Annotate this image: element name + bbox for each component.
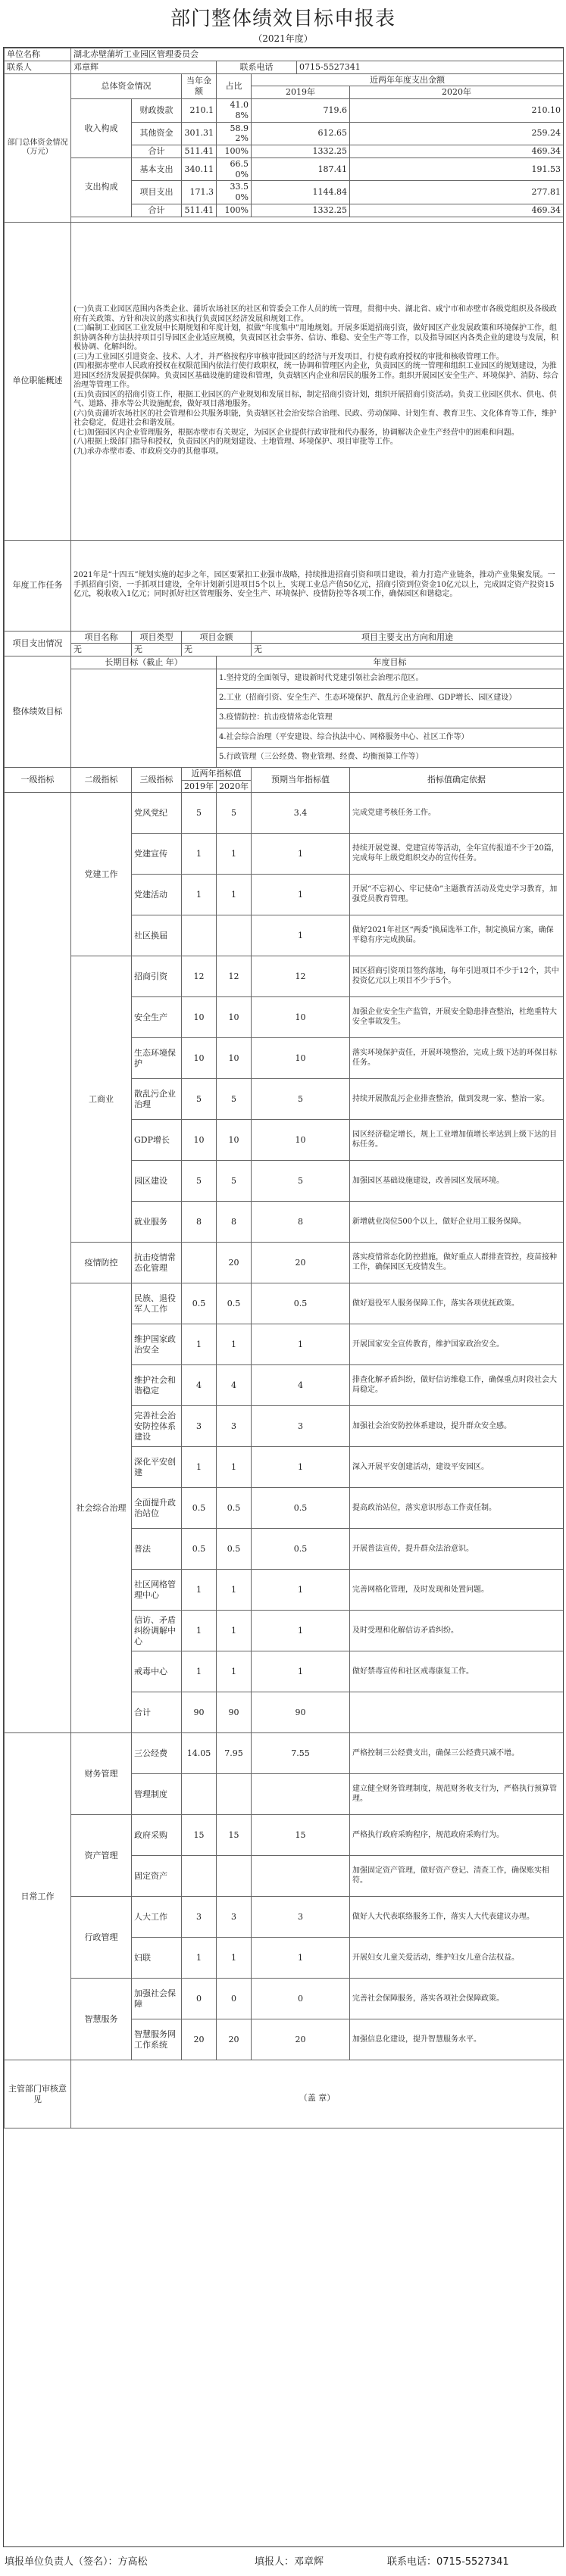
ind-2019: 90 bbox=[182, 1692, 217, 1733]
ind-basis: 加强社会治安防控体系建设，提升群众安全感。 bbox=[350, 1406, 564, 1447]
phone-label: 联系电话 bbox=[217, 61, 297, 73]
ind-2020 bbox=[217, 915, 252, 956]
ind-basis: 加强企业安全生产监管，开展安全隐患排查整治，杜绝重特大安全事故发生。 bbox=[350, 997, 564, 1038]
ind-2020: 10 bbox=[217, 1038, 252, 1079]
ind-2019: 1 bbox=[182, 875, 217, 915]
expense-row-2020: 469.34 bbox=[350, 204, 564, 217]
table-row bbox=[5, 669, 564, 688]
ind-2019: 1 bbox=[182, 1611, 217, 1651]
ind-l2: 党建工作 bbox=[71, 793, 132, 956]
expense-row-amount: 171.3 bbox=[182, 181, 217, 204]
ind-2019 bbox=[182, 1243, 217, 1283]
ind-2019: 3 bbox=[182, 1406, 217, 1447]
project-name: 无 bbox=[71, 644, 132, 656]
ind-l3: 就业服务 bbox=[132, 1202, 182, 1243]
annual-goal: 4.社会综合治理（平安建设、综合执法中心、网格服务中心、社区工作等） bbox=[217, 728, 564, 747]
table-row bbox=[5, 48, 564, 61]
ind-l3: 生态环境保护 bbox=[132, 1038, 182, 1079]
ind-head-target: 预期当年指标值 bbox=[252, 767, 350, 793]
expense-row-2020: 191.53 bbox=[350, 157, 564, 181]
ind-target: 20 bbox=[252, 1243, 350, 1283]
overall-goal-label: 整体绩效目标 bbox=[5, 656, 71, 768]
ind-basis: 做好2021年社区“两委”换届选举工作，制定换届方案，确保平稳有序完成换届。 bbox=[350, 915, 564, 956]
table-row bbox=[5, 767, 564, 780]
ind-l3: 维护国家政治安全 bbox=[132, 1324, 182, 1365]
expense-row-2019: 1332.25 bbox=[252, 204, 350, 217]
form-body bbox=[5, 48, 564, 2128]
ind-basis: 园区招商引资项目签约落地，每年引进项目不少于12个，其中投资亿元以上项目不少于5个。 bbox=[350, 956, 564, 997]
ind-basis: 深入开展平安创建活动，建设平安园区。 bbox=[350, 1447, 564, 1488]
expense-row-amount: 511.41 bbox=[182, 204, 217, 217]
projects-label: 项目支出情况 bbox=[5, 631, 71, 656]
ind-l3: 智慧服务网工作系统 bbox=[132, 2019, 182, 2060]
project-type: 无 bbox=[132, 644, 182, 656]
ind-l3: 散乱污企业治理 bbox=[132, 1079, 182, 1120]
footer-filler-value: 邓章辉 bbox=[294, 2556, 324, 2568]
ind-2020 bbox=[217, 1774, 252, 1815]
ind-2020: 20 bbox=[217, 2019, 252, 2060]
ind-2019: 0.5 bbox=[182, 1283, 217, 1324]
ind-basis: 严格执行政府采购程序，规范政府采购行为。 bbox=[350, 1815, 564, 1856]
table-row bbox=[5, 540, 564, 631]
annual-task-label: 年度工作任务 bbox=[5, 540, 71, 631]
ind-target: 1 bbox=[252, 1324, 350, 1365]
ind-l3: 社区换届 bbox=[132, 915, 182, 956]
income-row-2020: 259.24 bbox=[350, 122, 564, 145]
ind-l3: 抗击疫情常态化管理 bbox=[132, 1243, 182, 1283]
ind-target: 3.4 bbox=[252, 793, 350, 834]
ind-target: 0.5 bbox=[252, 1283, 350, 1324]
funds-label: 部门总体资金情况（万元） bbox=[5, 73, 71, 222]
ind-2020: 1 bbox=[217, 1611, 252, 1651]
ind-l3: 安全生产 bbox=[132, 997, 182, 1038]
footer-filler bbox=[255, 2553, 324, 2568]
duty-item: (一)负责工业园区范围内各类企业、蒲圻农场社区的社区和管委会工作人员的统一管理，贯彻中央、湖北省、咸宁市和赤壁市各级党组织及各级政府有关政策、方针和决议的落实和执行负责园区经济发展和规划工作。 bbox=[73, 305, 557, 323]
unit-value: 湖北赤壁蒲圻工业园区管理委员会 bbox=[71, 48, 564, 61]
ind-2020: 90 bbox=[217, 1692, 252, 1733]
table-row bbox=[5, 793, 564, 834]
ind-basis: 做好禁毒宣传和社区戒毒康复工作。 bbox=[350, 1651, 564, 1692]
page-title: 部门整体绩效目标申报表 bbox=[170, 8, 396, 30]
duty-item: (八)根据上级部门指导和授权，负责园区内的规划建设、土地管理、环境保护、项目审批等工作。 bbox=[73, 438, 398, 446]
funds-head-2019: 2019年 bbox=[252, 86, 350, 99]
table-row bbox=[5, 2060, 564, 2128]
ind-l3: 戒毒中心 bbox=[132, 1651, 182, 1692]
ind-basis: 落实环境保护责任，开展环境整治，完成上级下达的环保目标任务。 bbox=[350, 1038, 564, 1079]
table-row bbox=[5, 631, 564, 644]
income-row-ratio: 100% bbox=[217, 145, 252, 158]
ind-2020: 1 bbox=[217, 834, 252, 875]
ind-basis: 加强园区基础设施建设，改善园区发展环境。 bbox=[350, 1161, 564, 1202]
ind-head-basis: 指标值确定依据 bbox=[350, 767, 564, 793]
ind-2019: 14.05 bbox=[182, 1733, 217, 1774]
ind-l3: 园区建设 bbox=[132, 1161, 182, 1202]
duty-item: (三)为工业园区引进资金、技术、人才，并严格按程序审核审批园区的经济与开发项目，行使有政府授权的审批和核收管理工作。 bbox=[73, 352, 504, 361]
form-sheet bbox=[3, 47, 564, 2547]
ind-head-2019: 2019年 bbox=[182, 780, 217, 793]
income-row-name: 财政拨款 bbox=[132, 99, 182, 123]
long-term-goal bbox=[71, 669, 217, 767]
ind-basis: 完成党建考核任务工作。 bbox=[350, 793, 564, 834]
ind-l3: 信访、矛盾纠纷调解中心 bbox=[132, 1611, 182, 1651]
contact-label: 联系人 bbox=[5, 61, 71, 73]
annual-goal: 3.疫情防控：抗击疫情常态化管理 bbox=[217, 708, 564, 728]
ind-l3: 三公经费 bbox=[132, 1733, 182, 1774]
ind-l3: 党建活动 bbox=[132, 875, 182, 915]
ind-head-l2: 二级指标 bbox=[71, 767, 132, 793]
income-row-2019: 612.65 bbox=[252, 122, 350, 145]
ind-2020: 10 bbox=[217, 997, 252, 1038]
ind-target: 5 bbox=[252, 1079, 350, 1120]
ind-l2: 行政管理 bbox=[71, 1897, 132, 1979]
ind-target: 7.55 bbox=[252, 1733, 350, 1774]
ind-2019: 0 bbox=[182, 1979, 217, 2019]
annual-task-text: 2021年是“十四五”规划实施的起步之年，园区要紧扣工业强市战略，持续推进招商引资和项目建设，着力打造产业链条，推动产业集聚发展。一手抓招商引资，一手抓项目建设，全年计划新引进项目5个以上，实现工业总产值50亿元，招商引资到位资金10亿元以上，完成固定资产投资15亿元，税收收入1亿元；同时抓好社区管理服务、安全生产、环境保护、疫情防控等各项工作，确保园区和谐稳定。 bbox=[71, 540, 564, 631]
ind-l3: GDP增长 bbox=[132, 1120, 182, 1161]
ind-2020: 8 bbox=[217, 1202, 252, 1243]
ind-basis: 开展妇女儿童关爱活动，维护妇女儿童合法权益。 bbox=[350, 1938, 564, 1979]
ind-basis: 做好人大代表联络服务工作，落实人大代表建议办理。 bbox=[350, 1897, 564, 1938]
ind-target: 1 bbox=[252, 1938, 350, 1979]
ind-head-l1: 一级指标 bbox=[5, 767, 71, 793]
ind-target bbox=[252, 1774, 350, 1815]
ind-basis: 新增就业岗位500个以上，做好企业用工服务保障。 bbox=[350, 1202, 564, 1243]
income-row-name: 其他资金 bbox=[132, 122, 182, 145]
projects-head-amount: 项目金额 bbox=[182, 631, 252, 644]
expense-row-name: 项目支出 bbox=[132, 181, 182, 204]
footer-phone-label: 联系电话： bbox=[387, 2556, 437, 2568]
ind-2019: 10 bbox=[182, 1038, 217, 1079]
ind-2020: 0 bbox=[217, 1979, 252, 2019]
ind-basis: 建立健全财务管理制度，规范财务收支行为，严格执行预算管理。 bbox=[350, 1774, 564, 1815]
footer-leader-value: 方高松 bbox=[117, 2556, 148, 2568]
ind-target: 15 bbox=[252, 1815, 350, 1856]
ind-basis: 落实疫情常态化防控措施，做好重点人群排查管控，疫苗接种工作，确保园区无疫情发生。 bbox=[350, 1243, 564, 1283]
ind-l3: 妇联 bbox=[132, 1938, 182, 1979]
ind-basis: 开展普法宣传，提升群众法治意识。 bbox=[350, 1529, 564, 1570]
review-label: 主管部门审核意见 bbox=[5, 2060, 71, 2128]
review-content bbox=[71, 2060, 564, 2128]
duty-item: (六)负责蒲圻农场社区的社会管理和公共服务职能，负责辖区社会治安综合治理、民政、劳动保障、计划生育、教育卫生、文化体育等工作，维护社会稳定，促进社会和谐发展。 bbox=[73, 409, 557, 427]
ind-l2: 疫情防控 bbox=[71, 1243, 132, 1283]
ind-basis: 提高政治站位，落实意识形态工作责任制。 bbox=[350, 1488, 564, 1529]
duty-item: (九)承办赤壁市委、市政府交办的其他事项。 bbox=[73, 447, 224, 456]
ind-l3: 深化平安创建 bbox=[132, 1447, 182, 1488]
ind-l3: 全面提升政治站位 bbox=[132, 1488, 182, 1529]
projects-head-use: 项目主要支出方向和用途 bbox=[252, 631, 564, 644]
ind-target: 20 bbox=[252, 2019, 350, 2060]
table-row bbox=[5, 1897, 564, 1938]
duty-content bbox=[71, 222, 564, 540]
ind-target: 10 bbox=[252, 1038, 350, 1079]
ind-2020: 4 bbox=[217, 1365, 252, 1406]
ind-basis: 完善社会保障服务，落实各项社会保障政策。 bbox=[350, 1979, 564, 2019]
duty-item: (二)编制工业园区工业发展中长期规划和年度计划，拟做“年度集中”用地规划。开展多渠道招商引资，做好园区产业发展政策和环境保护工作，组织协调各种方法扶持项目引导园区企业适应规模，负责园区社会事务、信访、维稳、安全生产等工作，以及指导园区内各类企业的建设与发展，积极协调、化解纠纷。 bbox=[73, 324, 558, 351]
expense-row-2020: 277.81 bbox=[350, 181, 564, 204]
ind-2019: 3 bbox=[182, 1897, 217, 1938]
ind-2019: 12 bbox=[182, 956, 217, 997]
ind-basis bbox=[350, 1692, 564, 1733]
page-year: （2021年度） bbox=[253, 33, 313, 44]
ind-basis: 完善网格化管理，及时发现和处置问题。 bbox=[350, 1570, 564, 1611]
ind-target: 3 bbox=[252, 1897, 350, 1938]
annual-label: 年度目标 bbox=[217, 656, 564, 669]
ind-2020: 12 bbox=[217, 956, 252, 997]
income-row-2020: 210.10 bbox=[350, 99, 564, 123]
ind-target: 0.5 bbox=[252, 1488, 350, 1529]
ind-basis: 严格控制三公经费支出，确保三公经费只减不增。 bbox=[350, 1733, 564, 1774]
phone-value: 0715-5527341 bbox=[297, 61, 564, 73]
ind-l3: 党风党纪 bbox=[132, 793, 182, 834]
ind-target: 0.5 bbox=[252, 1529, 350, 1570]
ind-target: 10 bbox=[252, 997, 350, 1038]
ind-basis: 排查化解矛盾纠纷，做好信访维稳工作，确保重点时段社会大局稳定。 bbox=[350, 1365, 564, 1406]
expense-row-name: 基本支出 bbox=[132, 157, 182, 181]
project-amount: 无 bbox=[182, 644, 252, 656]
projects-head-name: 项目名称 bbox=[71, 631, 132, 644]
footer-phone bbox=[387, 2553, 509, 2568]
ind-target: 3 bbox=[252, 1406, 350, 1447]
expense-row-name: 合计 bbox=[132, 204, 182, 217]
expense-row-ratio: 33.50% bbox=[217, 181, 252, 204]
ind-2019: 10 bbox=[182, 997, 217, 1038]
ind-target: 1 bbox=[252, 1611, 350, 1651]
expense-label: 支出构成 bbox=[71, 157, 132, 217]
ind-2019: 1 bbox=[182, 1324, 217, 1365]
ind-target: 1 bbox=[252, 915, 350, 956]
ind-basis: 持续开展党课、党建宣传等活动，全年宣传报道不少于20篇，完成每年上级党组织交办的宣传任务。 bbox=[350, 834, 564, 875]
ind-l3: 人大工作 bbox=[132, 1897, 182, 1938]
ind-head-recent: 近两年指标值 bbox=[182, 767, 252, 780]
table-row bbox=[5, 1733, 564, 1774]
ind-2020: 1 bbox=[217, 1324, 252, 1365]
ind-head-l3: 三级指标 bbox=[132, 767, 182, 793]
ind-target: 1 bbox=[252, 1447, 350, 1488]
ind-2019 bbox=[182, 1856, 217, 1897]
ind-2020: 7.95 bbox=[217, 1733, 252, 1774]
ind-2020: 10 bbox=[217, 1120, 252, 1161]
ind-2020: 1 bbox=[217, 1570, 252, 1611]
duty-item: (七)加强园区内企业管理服务，根据赤壁市有关规定，为园区企业提供行政审批和代办服务，协调解决企业生产经营中的困难和问题。 bbox=[73, 428, 519, 437]
funds-head-total: 总体资金情况 bbox=[71, 73, 182, 99]
review-seal: （盖 章） bbox=[299, 2092, 336, 2103]
table-row bbox=[5, 644, 564, 656]
table-row bbox=[5, 73, 564, 86]
ind-2019: 1 bbox=[182, 1651, 217, 1692]
ind-target: 12 bbox=[252, 956, 350, 997]
ind-2019: 5 bbox=[182, 1161, 217, 1202]
income-row-2019: 1332.25 bbox=[252, 145, 350, 158]
ind-target: 1 bbox=[252, 1570, 350, 1611]
ind-2019: 10 bbox=[182, 1120, 217, 1161]
expense-row-ratio: 66.50% bbox=[217, 157, 252, 181]
footer-leader-label: 填报单位负责人（签名）： bbox=[5, 2556, 118, 2568]
income-row-ratio: 58.92% bbox=[217, 122, 252, 145]
ind-target: 0 bbox=[252, 1979, 350, 2019]
table-row bbox=[5, 217, 564, 222]
income-row-amount: 511.41 bbox=[182, 145, 217, 158]
annual-goal: 5.行政管理（三公经费、物业管理、经费、均衡预算工作等） bbox=[217, 747, 564, 767]
long-term-label: 长期目标（截止 年） bbox=[71, 656, 217, 669]
ind-2019: 0.5 bbox=[182, 1488, 217, 1529]
ind-l3: 党建宣传 bbox=[132, 834, 182, 875]
annual-goal: 2.工业（招商引资、安全生产、生态环境保护、散乱污企业治理、GDP增长、园区建设） bbox=[217, 688, 564, 708]
ind-target: 1 bbox=[252, 834, 350, 875]
footer-phone-value: 0715-5527341 bbox=[436, 2556, 509, 2568]
ind-l3: 管理制度 bbox=[132, 1774, 182, 1815]
ind-l3: 招商引资 bbox=[132, 956, 182, 997]
expense-row-2019: 1144.84 bbox=[252, 181, 350, 204]
ind-2020: 1 bbox=[217, 875, 252, 915]
funds-head-amount: 当年金额 bbox=[182, 73, 217, 99]
table-row bbox=[5, 157, 564, 181]
income-row-ratio: 41.08% bbox=[217, 99, 252, 123]
ind-2019: 1 bbox=[182, 1447, 217, 1488]
funds-head-ratio: 占比 bbox=[217, 73, 252, 99]
ind-2020: 0.5 bbox=[217, 1488, 252, 1529]
ind-2020: 1 bbox=[217, 1651, 252, 1692]
ind-l3: 固定资产 bbox=[132, 1856, 182, 1897]
ind-2019: 20 bbox=[182, 2019, 217, 2060]
ind-2019: 15 bbox=[182, 1815, 217, 1856]
annual-goal: 1.坚持党的全面领导，建设新时代党建引领社会治理示范区。 bbox=[217, 669, 564, 688]
ind-2020: 20 bbox=[217, 1243, 252, 1283]
ind-2020 bbox=[217, 1856, 252, 1897]
table-row bbox=[5, 222, 564, 540]
ind-target: 1 bbox=[252, 1651, 350, 1692]
ind-target: 5 bbox=[252, 1161, 350, 1202]
table-row bbox=[5, 956, 564, 997]
ind-l3: 政府采购 bbox=[132, 1815, 182, 1856]
expense-row-amount: 340.11 bbox=[182, 157, 217, 181]
ind-2020: 3 bbox=[217, 1406, 252, 1447]
ind-2020: 3 bbox=[217, 1897, 252, 1938]
ind-2019: 1 bbox=[182, 1570, 217, 1611]
ind-l2: 资产管理 bbox=[71, 1815, 132, 1897]
ind-2019: 8 bbox=[182, 1202, 217, 1243]
footer-leader bbox=[5, 2553, 148, 2568]
table-row bbox=[5, 1815, 564, 1856]
ind-2019: 0.5 bbox=[182, 1529, 217, 1570]
unit-label: 单位名称 bbox=[5, 48, 71, 61]
ind-basis: 加强固定资产管理，做好资产登记、清查工作，确保账实相符。 bbox=[350, 1856, 564, 1897]
ind-target bbox=[252, 1856, 350, 1897]
ind-2020: 5 bbox=[217, 793, 252, 834]
ind-l1 bbox=[5, 793, 71, 1733]
table-row bbox=[5, 99, 564, 123]
duty-label: 单位职能概述 bbox=[5, 222, 71, 540]
ind-basis: 持续开展散乱污企业排查整治，做到发现一家、整治一家。 bbox=[350, 1079, 564, 1120]
ind-l2: 智慧服务 bbox=[71, 1979, 132, 2060]
projects-head-type: 项目类型 bbox=[132, 631, 182, 644]
income-row-2020: 469.34 bbox=[350, 145, 564, 158]
ind-target: 10 bbox=[252, 1120, 350, 1161]
ind-l3: 加强社会保障 bbox=[132, 1979, 182, 2019]
ind-2020: 0.5 bbox=[217, 1283, 252, 1324]
ind-2020: 1 bbox=[217, 1938, 252, 1979]
ind-l2: 社会综合治理 bbox=[71, 1283, 132, 1733]
ind-2019: 1 bbox=[182, 834, 217, 875]
footer-filler-label: 填报人： bbox=[255, 2556, 295, 2568]
table-row bbox=[5, 1979, 564, 2019]
income-row-name: 合计 bbox=[132, 145, 182, 158]
expense-row-2019: 187.41 bbox=[252, 157, 350, 181]
table-row bbox=[5, 61, 564, 73]
income-row-2019: 719.6 bbox=[252, 99, 350, 123]
funds-head-recent: 近两年年度支出金额 bbox=[252, 73, 564, 86]
contact-value: 邓章辉 bbox=[71, 61, 217, 73]
form-table bbox=[4, 48, 564, 2128]
ind-target: 8 bbox=[252, 1202, 350, 1243]
income-label: 收入构成 bbox=[71, 99, 132, 158]
ind-head-2020: 2020年 bbox=[217, 780, 252, 793]
expense-row-ratio: 100% bbox=[217, 204, 252, 217]
ind-basis: 及时受理和化解信访矛盾纠纷。 bbox=[350, 1611, 564, 1651]
duty-item: (五)负责园区的招商引资工作，根据工业园区的产业规划和发展目标，制定招商引资计划，组织开展招商引资活动。负责工业园区供水、供电、供气、道路、排水等公共设施配套，做好项目落地服务。 bbox=[73, 390, 557, 408]
ind-l3: 合计 bbox=[132, 1692, 182, 1733]
ind-2020: 1 bbox=[217, 1447, 252, 1488]
ind-2019: 5 bbox=[182, 1079, 217, 1120]
ind-l3: 维护社会和谐稳定 bbox=[132, 1365, 182, 1406]
ind-2020: 0.5 bbox=[217, 1529, 252, 1570]
ind-2019: 4 bbox=[182, 1365, 217, 1406]
table-row bbox=[5, 1243, 564, 1283]
ind-basis: 开展“不忘初心、牢记使命”主题教育活动及党史学习教育，加强党员教育管理。 bbox=[350, 875, 564, 915]
ind-target: 90 bbox=[252, 1692, 350, 1733]
ind-basis: 加强信息化建设，提升智慧服务水平。 bbox=[350, 2019, 564, 2060]
ind-l3: 民族、退役军人工作 bbox=[132, 1283, 182, 1324]
ind-basis: 园区经济稳定增长，规上工业增加值增长率达到上级下达的目标任务。 bbox=[350, 1120, 564, 1161]
ind-2019 bbox=[182, 915, 217, 956]
project-use: 无 bbox=[252, 644, 564, 656]
ind-2020: 5 bbox=[217, 1079, 252, 1120]
ind-basis: 做好退役军人服务保障工作，落实各项优抚政策。 bbox=[350, 1283, 564, 1324]
ind-basis: 开展国家安全宣传教育，维护国家政治安全。 bbox=[350, 1324, 564, 1365]
ind-target: 4 bbox=[252, 1365, 350, 1406]
ind-2020: 5 bbox=[217, 1161, 252, 1202]
ind-2019: 1 bbox=[182, 1938, 217, 1979]
table-row bbox=[5, 656, 564, 669]
ind-l3: 社区网格管理中心 bbox=[132, 1570, 182, 1611]
funds-head-2020: 2020年 bbox=[350, 86, 564, 99]
funds-spacer bbox=[71, 217, 564, 222]
table-row bbox=[5, 1283, 564, 1324]
ind-l1: 日常工作 bbox=[5, 1733, 71, 2060]
ind-2020: 15 bbox=[217, 1815, 252, 1856]
ind-target: 1 bbox=[252, 875, 350, 915]
ind-l3: 普法 bbox=[132, 1529, 182, 1570]
ind-2019 bbox=[182, 1774, 217, 1815]
income-row-amount: 210.1 bbox=[182, 99, 217, 123]
ind-l3: 完善社会治安防控体系建设 bbox=[132, 1406, 182, 1447]
duty-item: (四)根据赤壁市人民政府授权在权限范围内依法行使行政职权，统一协调和管理区内企业，负责园区的统一管理和组织工业园区的规划建设，为推进园区经济发展提供保障。负责园区基础设施的建设和管理，负责辖区内企业和居民的服务工作。组织开展园区安全生产、环境保护、消防、综合治理等管理工作。 bbox=[73, 362, 558, 389]
ind-2019: 5 bbox=[182, 793, 217, 834]
ind-l2: 工商业 bbox=[71, 956, 132, 1243]
ind-l2: 财务管理 bbox=[71, 1733, 132, 1815]
income-row-amount: 301.31 bbox=[182, 122, 217, 145]
